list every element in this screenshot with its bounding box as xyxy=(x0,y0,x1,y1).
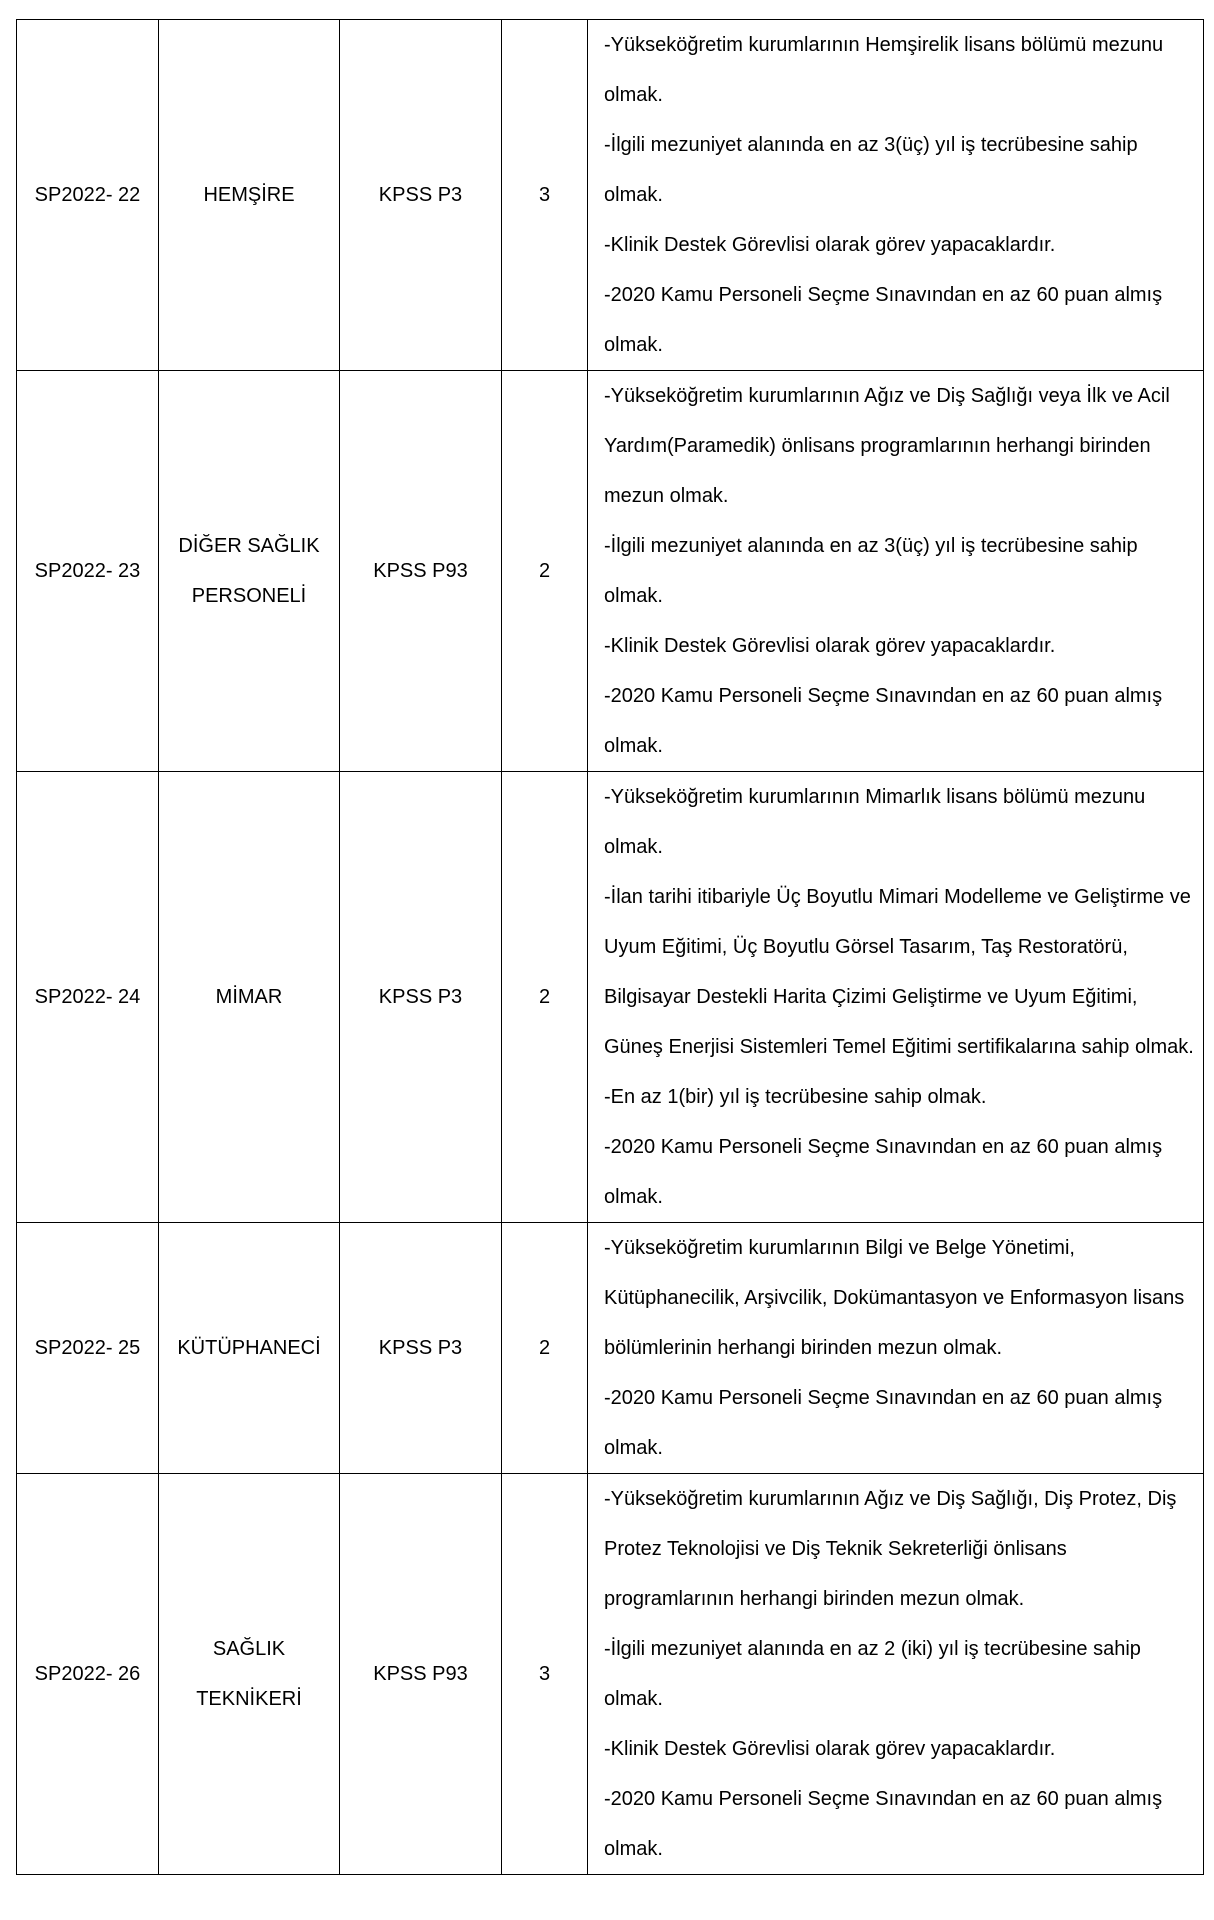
requirement-line: Kütüphanecilik, Arşivcilik, Dokümantasyon ve Enformasyon lisans xyxy=(604,1287,1185,1309)
position-title-cell xyxy=(159,20,340,371)
position-title-line: SAĞLIK xyxy=(212,1638,286,1660)
position-title-cell xyxy=(159,1474,340,1875)
kpss-type-cell: KPSS P93 xyxy=(340,1474,502,1875)
requirement-line: Yardım(Paramedik) önlisans programlarının herhangi birinden xyxy=(604,435,1151,457)
requirement-line: Uyum Eğitimi, Üç Boyutlu Görsel Tasarım, Taş Restoratörü, xyxy=(604,936,1128,958)
position-table-body xyxy=(17,20,1204,1875)
position-code-cell: SP2022- 23 xyxy=(17,371,159,772)
requirement-line: -Klinik Destek Görevlisi olarak görev yapacaklardır. xyxy=(604,234,1056,256)
position-code-cell: SP2022- 25 xyxy=(17,1223,159,1474)
requirement-line: -2020 Kamu Personeli Seçme Sınavından en az 60 puan almış xyxy=(604,284,1163,306)
position-count-cell: 3 xyxy=(502,1474,588,1875)
requirement-line: -Yükseköğretim kurumlarının Hemşirelik lisans bölümü mezunu xyxy=(604,34,1164,56)
table-row xyxy=(17,1474,1204,1875)
position-title-cell xyxy=(159,772,340,1223)
requirement-line: -İlgili mezuniyet alanında en az 3(üç) yıl iş tecrübesine sahip xyxy=(604,134,1138,156)
requirements-cell xyxy=(588,1474,1204,1875)
position-title-line: PERSONELİ xyxy=(191,585,307,607)
kpss-type-cell: KPSS P3 xyxy=(340,772,502,1223)
requirement-line: -İlan tarihi itibariyle Üç Boyutlu Mimari Modelleme ve Geliştirme ve xyxy=(604,886,1191,908)
kpss-type-cell: KPSS P3 xyxy=(340,20,502,371)
requirement-line: olmak. xyxy=(604,1838,663,1860)
requirements-cell xyxy=(588,1223,1204,1474)
position-title-line: HEMŞİRE xyxy=(203,184,295,206)
requirement-line: olmak. xyxy=(604,1437,663,1459)
requirements-cell xyxy=(588,371,1204,772)
requirement-line: -Klinik Destek Görevlisi olarak görev yapacaklardır. xyxy=(604,1738,1056,1760)
position-count-cell: 2 xyxy=(502,371,588,772)
requirement-line: olmak. xyxy=(604,334,663,356)
requirement-line: Bilgisayar Destekli Harita Çizimi Geliştirme ve Uyum Eğitimi, xyxy=(604,986,1138,1008)
requirement-line: olmak. xyxy=(604,1688,663,1710)
requirement-line: programlarının herhangi birinden mezun olmak. xyxy=(604,1588,1025,1610)
position-title-line: DİĞER SAĞLIK xyxy=(178,535,320,557)
requirement-line: -Yükseköğretim kurumlarının Mimarlık lisans bölümü mezunu xyxy=(604,786,1146,808)
requirement-line: -2020 Kamu Personeli Seçme Sınavından en az 60 puan almış xyxy=(604,1387,1163,1409)
requirement-line: olmak. xyxy=(604,836,663,858)
requirement-line: -2020 Kamu Personeli Seçme Sınavından en az 60 puan almış xyxy=(604,1788,1163,1810)
position-count-cell: 3 xyxy=(502,20,588,371)
requirement-line: -İlgili mezuniyet alanında en az 2 (iki) yıl iş tecrübesine sahip xyxy=(604,1638,1141,1660)
requirements-cell xyxy=(588,772,1204,1223)
requirement-line: -İlgili mezuniyet alanında en az 3(üç) yıl iş tecrübesine sahip xyxy=(604,535,1138,557)
position-code-cell: SP2022- 22 xyxy=(17,20,159,371)
requirement-line: -2020 Kamu Personeli Seçme Sınavından en az 60 puan almış xyxy=(604,1136,1163,1158)
position-code-cell: SP2022- 24 xyxy=(17,772,159,1223)
requirement-line: olmak. xyxy=(604,735,663,757)
requirement-line: olmak. xyxy=(604,84,663,106)
kpss-type-cell: KPSS P3 xyxy=(340,1223,502,1474)
table-row xyxy=(17,1223,1204,1474)
requirement-line: -En az 1(bir) yıl iş tecrübesine sahip olmak. xyxy=(604,1086,987,1108)
table-row xyxy=(17,371,1204,772)
requirement-line: mezun olmak. xyxy=(604,485,729,507)
table-row xyxy=(17,772,1204,1223)
position-title-line: TEKNİKERİ xyxy=(196,1688,302,1710)
requirement-line: olmak. xyxy=(604,585,663,607)
requirement-line: -Yükseköğretim kurumlarının Ağız ve Diş Sağlığı, Diş Protez, Diş xyxy=(604,1488,1177,1510)
position-code-cell: SP2022- 26 xyxy=(17,1474,159,1875)
position-table xyxy=(16,19,1204,1875)
requirement-line: Güneş Enerjisi Sistemleri Temel Eğitimi sertifikalarına sahip olmak. xyxy=(604,1036,1194,1058)
position-count-cell: 2 xyxy=(502,772,588,1223)
requirement-line: -2020 Kamu Personeli Seçme Sınavından en az 60 puan almış xyxy=(604,685,1163,707)
requirement-line: olmak. xyxy=(604,1186,663,1208)
position-title-line: MİMAR xyxy=(215,986,283,1008)
requirement-line: Protez Teknolojisi ve Diş Teknik Sekreterliği önlisans xyxy=(604,1538,1067,1560)
requirement-line: -Klinik Destek Görevlisi olarak görev yapacaklardır. xyxy=(604,635,1056,657)
kpss-type-cell: KPSS P93 xyxy=(340,371,502,772)
requirement-line: olmak. xyxy=(604,184,663,206)
position-count-cell: 2 xyxy=(502,1223,588,1474)
requirement-line: bölümlerinin herhangi birinden mezun olmak. xyxy=(604,1337,1002,1359)
table-row xyxy=(17,20,1204,371)
requirements-cell xyxy=(588,20,1204,371)
requirement-line: -Yükseköğretim kurumlarının Bilgi ve Belge Yönetimi, xyxy=(604,1237,1075,1259)
position-title-cell xyxy=(159,1223,340,1474)
requirement-line: -Yükseköğretim kurumlarının Ağız ve Diş Sağlığı veya İlk ve Acil xyxy=(604,385,1170,407)
position-title-cell xyxy=(159,371,340,772)
position-title-line: KÜTÜPHANECİ xyxy=(177,1337,321,1359)
